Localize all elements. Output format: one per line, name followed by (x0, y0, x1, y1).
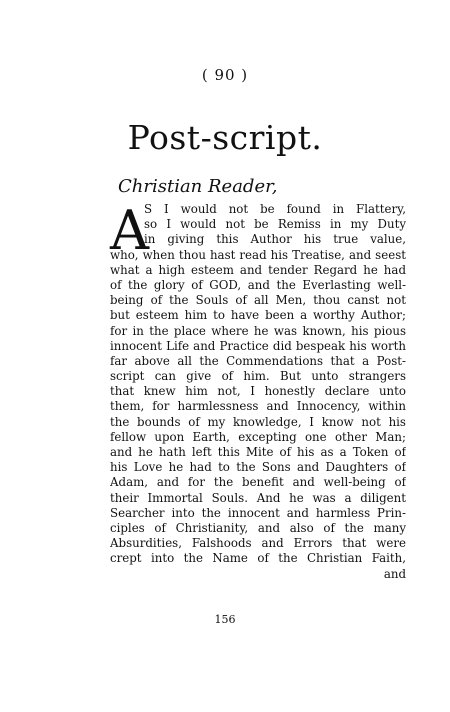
salutation: Christian Reader, (118, 176, 278, 197)
text-line: innocent Life and Practice did bespeak his worth (110, 338, 406, 353)
text-line: for in the place where he was known, his pious (110, 323, 406, 338)
text-line: being of the Souls of all Men, thou canst not (110, 293, 406, 308)
text-line: and he hath left this Mite of his as a Token of (110, 445, 406, 459)
text-line: Searcher into the innocent and harmless Prin- (110, 505, 406, 520)
text-line: but esteem him to have been a worthy Author; (110, 308, 406, 323)
text-line: in giving this Author his true value, (144, 232, 406, 247)
text-line: of the glory of GOD, and the Everlasting well- (110, 277, 406, 292)
text-line: them, for harmlessness and Innocency, within (110, 399, 406, 414)
text-line: that knew him not, I honestly declare unto (110, 384, 406, 399)
text-line: their Immortal Souls. And he was a diligent (110, 490, 406, 505)
text-line: so I would not be Remiss in my Duty (144, 217, 406, 232)
body-text (110, 199, 406, 582)
page-title: Post-script. (127, 118, 323, 157)
text-line: S I would not be found in Flattery, (144, 202, 406, 216)
footer-page-number: 156 (214, 613, 236, 626)
drop-cap: A (110, 199, 149, 262)
catchword: and (383, 566, 406, 581)
text-line: what a high esteem and tender Regard he had (110, 262, 406, 277)
text-line: ciples of Christianity, and also of the many (110, 520, 406, 535)
text-line: fellow upon Earth, excepting one other Man; (110, 429, 406, 444)
text-line: the bounds of my knowledge, I know not his (110, 414, 406, 429)
text-line: his Love he had to the Sons and Daughters of (110, 460, 406, 475)
text-line: far above all the Commendations that a Post- (110, 353, 406, 368)
text-line: script can give of him. But unto strangers (110, 369, 406, 384)
text-line: Absurdities, Falshoods and Errors that were (110, 536, 406, 551)
page-number: ( 90 ) (201, 66, 249, 84)
text-line: Adam, and for the benefit and well-being of (110, 475, 406, 490)
text-line: crept into the Name of the Christian Faith, (110, 551, 406, 566)
text-line: who, when thou hast read his Treatise, and seest (110, 247, 406, 262)
